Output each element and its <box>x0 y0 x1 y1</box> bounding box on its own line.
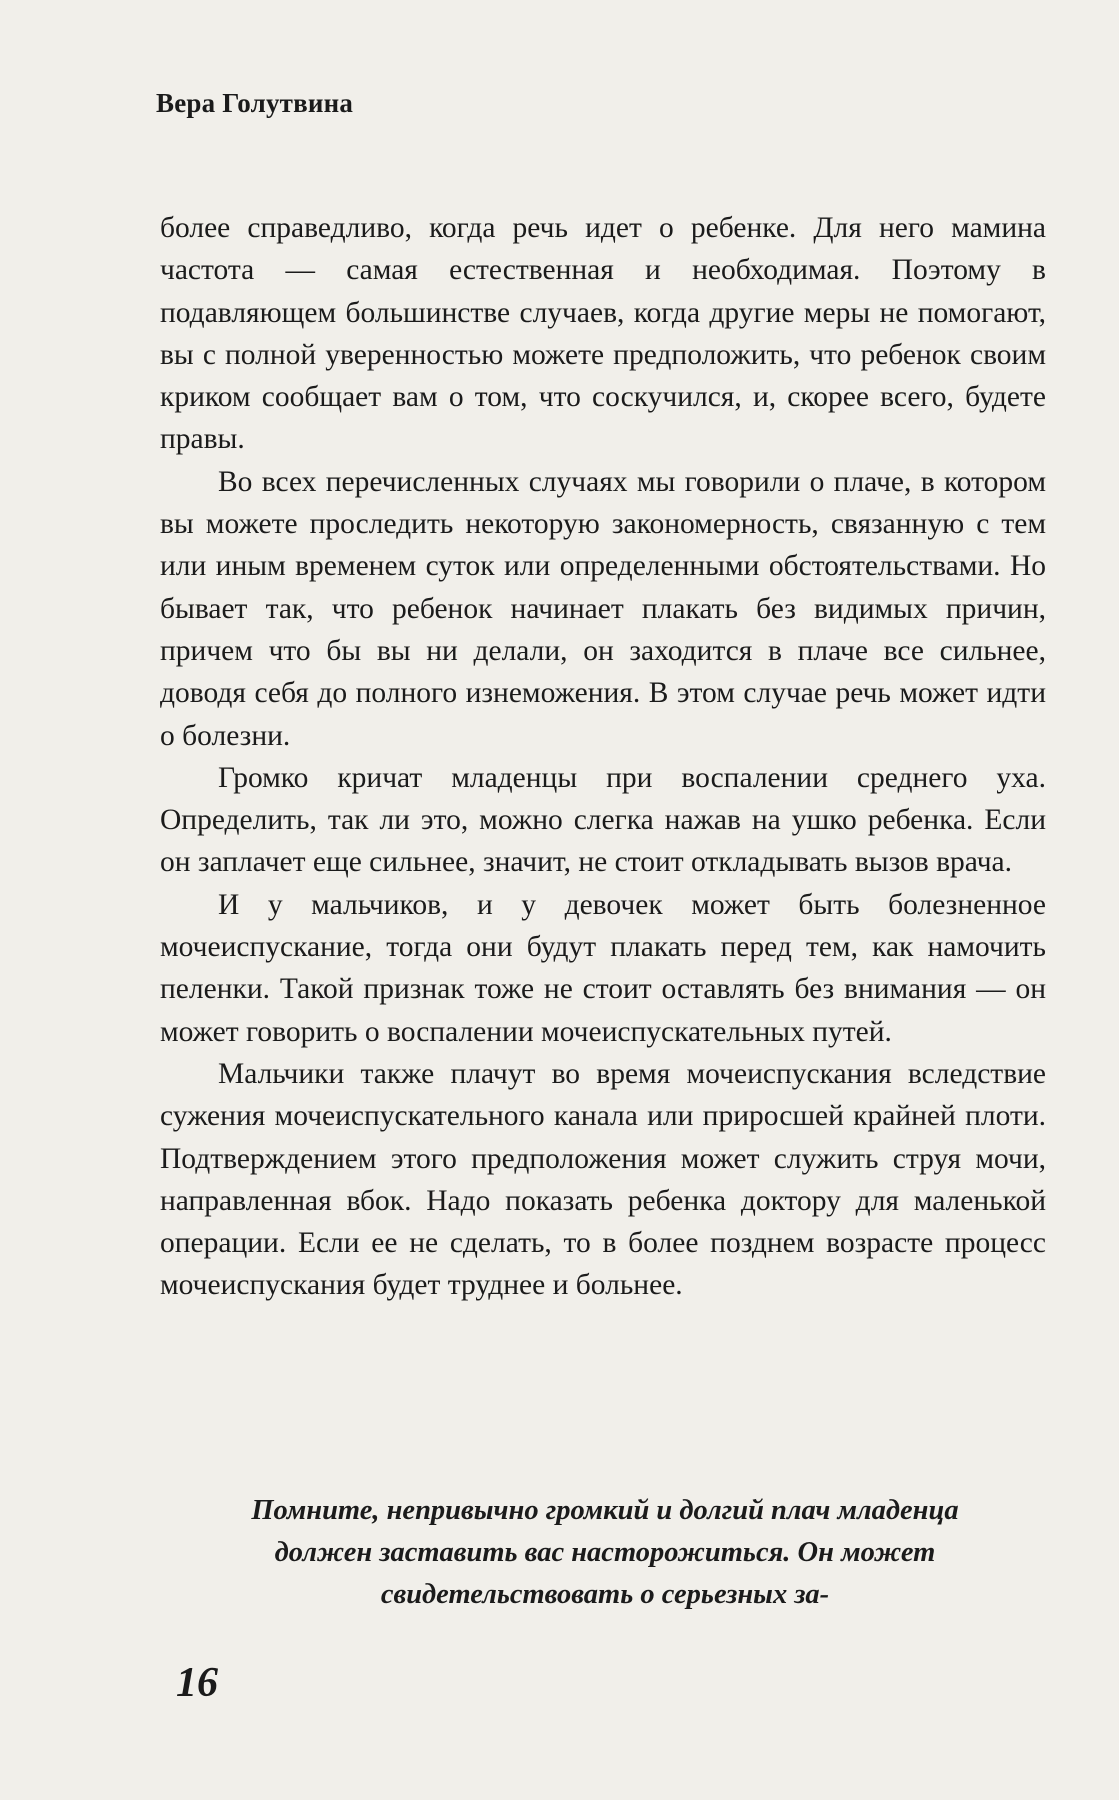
paragraph: Громко кричат младенцы при воспалении среднего уха. Определить, так ли это, можно слегка нажав на ушко ребенка. Если он заплачет еще сильнее, значит, не стоит откладывать вызов врача. <box>160 761 1046 879</box>
callout-text: Помните, непривычно громкий и долгий плач младенца должен заставить вас насторожиться. Он может свидетельствовать о серьезных за- <box>251 1495 959 1610</box>
running-head: Вера Голутвина <box>156 88 354 118</box>
paragraph: Мальчики также плачут во время мочеиспускания вследствие сужения мочеиспускательного канала или приросшей крайней плоти. Подтверждением этого предположения может служить струя мочи, направленная вбок. Надо показать ребенка доктору для маленькой операции. Если ее не сделать, то в более позднем возрасте процесс мочеиспускания будет труднее и больнее. <box>160 1057 1046 1302</box>
paragraph: И у мальчиков, и у девочек может быть болезненное мочеиспускание, тогда они будут плакать перед тем, как намочить пеленки. Такой признак тоже не стоит оставлять без внимания — он может говорить о воспалении мочеиспускательных путей. <box>160 888 1046 1048</box>
body-text <box>160 207 1046 1307</box>
paragraph: более справедливо, когда речь идет о ребенке. Для него мамина частота — самая естественная и необходимая. Поэтому в подавляющем большинстве случаев, когда другие меры не помогают, вы с полной уверенностью можете предположить, что ребенок своим криком сообщает вам о том, что соскучился, и, скорее всего, будете правы. <box>160 212 1046 456</box>
page-number: 16 <box>176 1660 218 1706</box>
paragraph: Во всех перечисленных случаях мы говорили о плаче, в котором вы можете проследить некоторую закономерность, связанную с тем или иным временем суток или определенными обстоятельствами. Но бывает так, что ребенок начинает плакать без видимых причин, причем что бы вы ни делали, он заходится в плаче все сильнее, доводя себя до полного изнеможения. В этом случае речь может идти о болезни. <box>160 465 1046 752</box>
